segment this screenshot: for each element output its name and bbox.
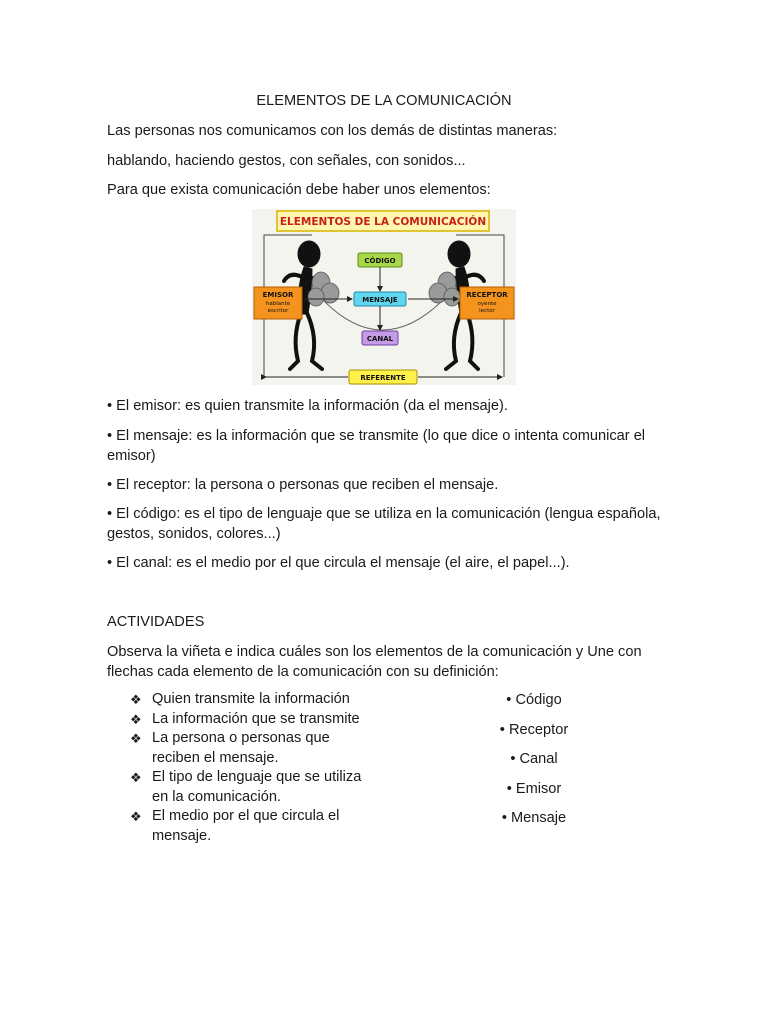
intro-line-3: Para que exista comunicación debe haber unos elementos:	[107, 182, 491, 198]
term-mensaje: • Mensaje	[501, 810, 567, 827]
referente-label: REFERENTE	[360, 374, 406, 382]
list-item	[130, 710, 370, 730]
definition-emisor: • El emisor: es quien transmite la información (da el mensaje).	[107, 398, 508, 414]
mensaje-label: MENSAJE	[362, 296, 398, 304]
emisor-sub2: escritor	[267, 308, 289, 314]
receptor-sub1: oyente	[477, 301, 497, 307]
activity-item-text: El medio por el que circula el mensaje.	[152, 808, 340, 844]
diagram-banner-text: ELEMENTOS DE LA COMUNICACIÓN	[279, 216, 487, 228]
emisor-label: EMISOR	[262, 291, 294, 299]
canal-label: CANAL	[366, 335, 394, 343]
definition-receptor: • El receptor: la persona o personas que reciben el mensaje.	[107, 477, 499, 493]
activities-heading: ACTIVIDADES	[107, 614, 205, 630]
activity-definitions-list	[130, 690, 370, 846]
activity-terms-list	[474, 690, 594, 838]
communication-diagram	[252, 209, 516, 385]
definition-canal: • El canal: es el medio por el que circula el mensaje (el aire, el papel...).	[107, 555, 570, 571]
page-title: ELEMENTOS DE LA COMUNICACIÓN	[256, 93, 512, 109]
intro-line-2: hablando, haciendo gestos, con señales, con sonidos...	[107, 153, 466, 169]
definition-codigo: • El código: es el tipo de lenguaje que se utiliza en la comunicación (lengua española, gestos, sonidos, colores...)	[107, 506, 661, 542]
list-item	[130, 690, 370, 710]
activity-item-text: La persona o personas que reciben el mensaje.	[152, 730, 330, 766]
term-codigo: • Código	[506, 692, 562, 708]
list-item	[130, 807, 370, 846]
activity-item-text: El tipo de lenguaje que se utiliza en la comunicación.	[152, 769, 362, 805]
communication-diagram-svg	[252, 209, 516, 385]
diamond-bullet-icon: ❖	[130, 711, 142, 727]
list-item	[130, 729, 370, 768]
diamond-bullet-icon: ❖	[130, 692, 142, 707]
term-receptor: • Receptor	[499, 721, 569, 738]
receptor-label: RECEPTOR	[466, 291, 508, 299]
definition-mensaje: • El mensaje: es la información que se transmite (lo que dice o intenta comunicar el emisor)	[107, 428, 646, 464]
activity-item-text: La información que se transmite	[152, 710, 360, 727]
diamond-bullet-icon: ❖	[130, 809, 142, 824]
receptor-sub2: lector	[479, 308, 495, 314]
diamond-bullet-icon: ❖	[130, 731, 142, 746]
intro-line-1: Las personas nos comunicamos con los demás de distintas maneras:	[107, 123, 558, 139]
diamond-bullet-icon: ❖	[130, 770, 142, 785]
list-item	[130, 768, 370, 807]
emisor-sub1: hablante	[265, 301, 291, 307]
codigo-label: CÓDIGO	[364, 257, 396, 265]
activities-instruction: Observa la viñeta e indica cuáles son los elementos de la comunicación y Une con flechas cada elemento de la comunicación con su definición:	[107, 644, 642, 680]
activity-item-text: Quien transmite la información	[152, 691, 350, 707]
term-canal: • Canal	[510, 751, 558, 768]
term-emisor: • Emisor	[506, 780, 562, 797]
